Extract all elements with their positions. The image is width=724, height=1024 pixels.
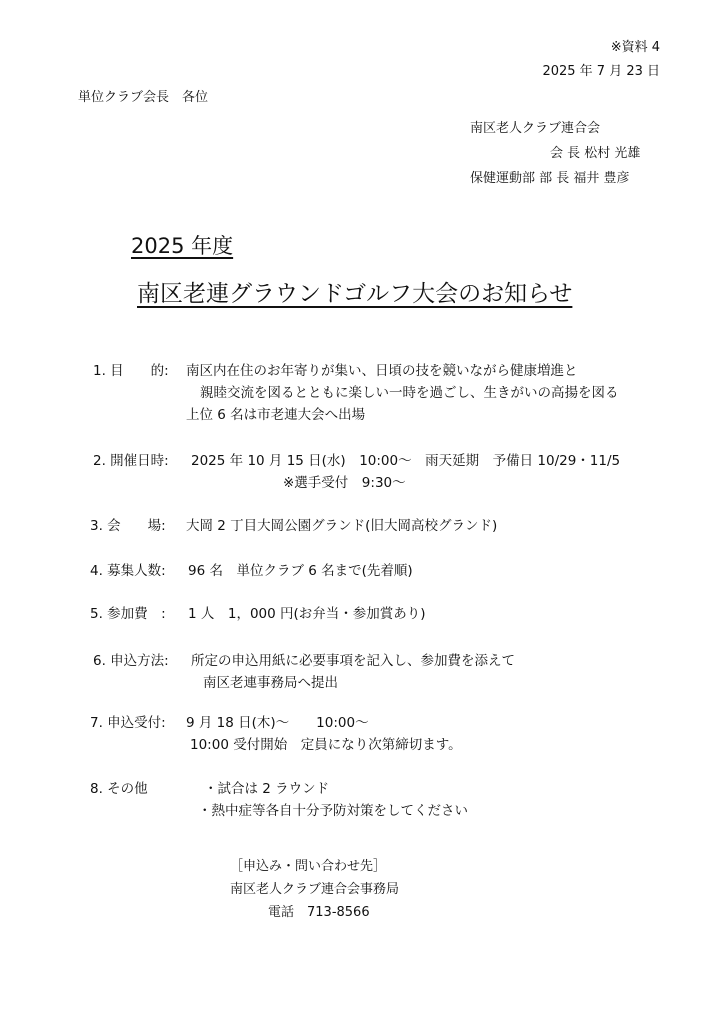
item-reception-line: 9 月 18 日(木)～ 10:00～ <box>186 715 369 731</box>
item-venue-label: 3. 会 場: <box>90 518 166 534</box>
sender-chairman: 会 長 松村 光雄 <box>550 146 641 161</box>
contact-block <box>230 855 399 924</box>
item-date-label: 2. 開催日時: <box>93 453 169 469</box>
item-method-line: 所定の申込用紙に必要事項を記入し、参加費を添えて <box>191 653 515 669</box>
item-other-value <box>198 778 468 822</box>
item-reception-label: 7. 申込受付: <box>90 715 166 731</box>
item-fee-value <box>188 603 426 625</box>
item-method-value <box>191 650 515 694</box>
sender-block <box>470 116 640 191</box>
item-date-line: ※選手受付 9:30～ <box>283 475 406 491</box>
sender-organization: 南区老人クラブ連合会 <box>470 121 601 136</box>
item-fee-line: 1 人 1，000 円(お弁当・参加賞あり) <box>188 606 426 622</box>
item-capacity-label: 4. 募集人数: <box>90 563 166 579</box>
item-date-value <box>191 450 620 494</box>
item-method-label: 6. 申込方法: <box>93 653 169 669</box>
item-purpose-line: 南区内在住のお年寄りが集い、日頃の技を競いながら健康増進と <box>186 363 578 379</box>
item-other-line: ・試合は 2 ラウンド <box>204 781 330 797</box>
item-purpose-line: 親睦交流を図るとともに楽しい一時を過ごし、生きがいの高揚を図る <box>200 385 619 401</box>
contact-heading: ［申込み・問い合わせ先］ <box>230 859 387 874</box>
title-year: 2025 年度 <box>131 234 234 258</box>
sender-department-head: 保健運動部 部 長 福井 豊彦 <box>470 171 630 186</box>
item-reception-value <box>186 712 462 756</box>
item-reception-line: 10:00 受付開始 定員になり次第締切ます。 <box>190 737 462 753</box>
item-other-line: ・熱中症等各自十分予防対策をしてください <box>198 803 468 819</box>
contact-phone: 電話 713-8566 <box>268 905 370 920</box>
item-venue-value <box>186 515 497 537</box>
item-method-line: 南区老連事務局へ提出 <box>203 675 338 691</box>
document-number: ※資料 4 <box>610 40 660 55</box>
item-capacity-value <box>188 560 413 582</box>
item-date-line: 2025 年 10 月 15 日(水) 10:00～ 雨天延期 予備日 10/29・11/5 <box>191 453 621 469</box>
contact-organization: 南区老人クラブ連合会事務局 <box>230 882 400 897</box>
item-purpose-value <box>186 360 619 426</box>
item-capacity-line: 96 名 単位クラブ 6 名まで(先着順) <box>188 563 413 579</box>
item-purpose-label: 1. 目 的: <box>93 363 169 379</box>
issue-date: 2025 年 7 月 23 日 <box>542 64 660 79</box>
addressee: 単位クラブ会長 各位 <box>78 90 209 105</box>
item-fee-label: 5. 参加費 : <box>90 606 166 622</box>
page-title: 南区老連グラウンドゴルフ大会のお知らせ <box>137 281 573 307</box>
item-purpose-line: 上位 6 名は市老連大会へ出場 <box>186 407 366 423</box>
item-other-label: 8. その他 <box>90 781 148 797</box>
item-venue-line: 大岡 2 丁目大岡公園グランド(旧大岡高校グランド) <box>186 518 498 534</box>
